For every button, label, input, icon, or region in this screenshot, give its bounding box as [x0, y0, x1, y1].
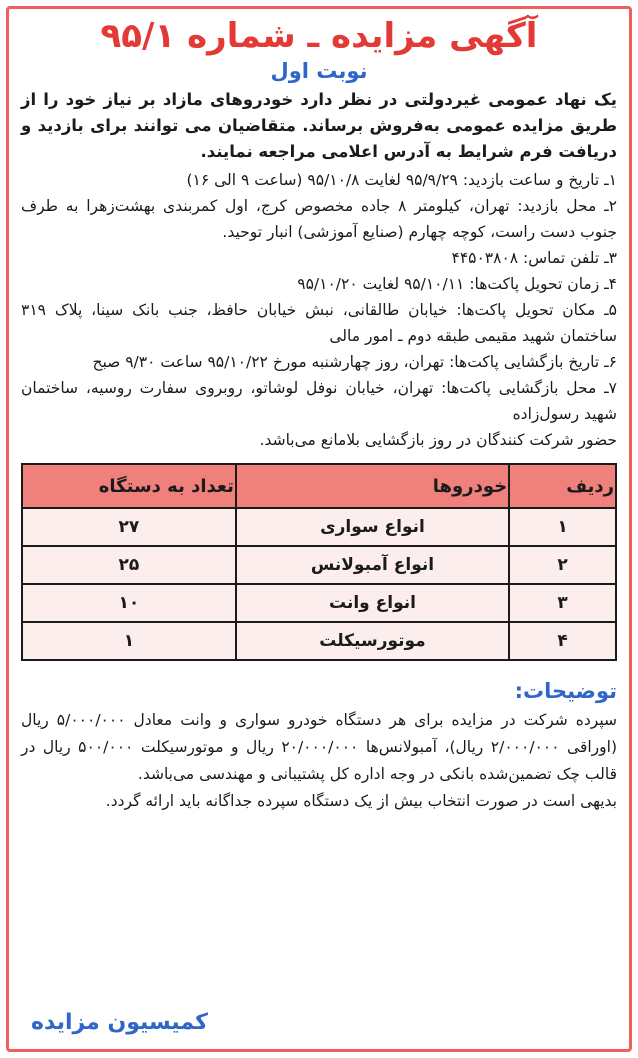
table-header-row: [22, 464, 616, 508]
table-row: [22, 584, 616, 622]
item-visit-location: ۲ـ محل بازدید: تهران، کیلومتر ۸ جاده مخصوص کرج، اول کمربندی بهشت‌زهرا به طرف جنوب دست راست، کوچه چهارم (صنایع آموزشی) انبار توحید.: [21, 197, 617, 241]
header-row-number: ردیف: [509, 464, 616, 508]
header-vehicles: خودروها: [236, 464, 509, 508]
item-visit-date: ۱ـ تاریخ و ساعت بازدید: ۹۵/۹/۲۹ لغایت ۹۵/۱۰/۸ (ساعت ۹ الی ۱۶): [186, 171, 617, 189]
vehicle-count: ۲۵: [22, 546, 236, 584]
table-row: [22, 508, 616, 546]
item-delivery-time: ۴ـ زمان تحویل پاکت‌ها: ۹۵/۱۰/۱۱ لغایت ۹۵/۱۰/۲۰: [297, 275, 617, 293]
item-attendance-note: حضور شرکت کنندگان در روز بازگشایی بلامانع می‌باشد.: [259, 431, 617, 449]
vehicle-type: انواع وانت: [236, 584, 509, 622]
table-row: [22, 546, 616, 584]
item-opening-place: ۷ـ محل بازگشایی پاکت‌ها: تهران، خیابان نوفل لوشاتو، روبروی سفارت روسیه، ساختمان شهید رسول‌زاده: [21, 379, 617, 423]
ad-title: آگهی مزایده ـ شماره ۹۵/۱: [100, 16, 538, 56]
header-count: تعداد به دستگاه: [22, 464, 236, 508]
ad-frame: [6, 6, 632, 1052]
vehicle-count: ۱۰: [22, 584, 236, 622]
vehicles-table: [21, 463, 617, 661]
row-number: ۴: [509, 622, 616, 660]
vehicle-count: ۲۷: [22, 508, 236, 546]
signature: کمیسیون مزایده: [31, 1010, 208, 1035]
ad-subtitle: نوبت اول: [270, 59, 368, 83]
item-opening-date: ۶ـ تاریخ بازگشایی پاکت‌ها: تهران، روز چهارشنبه مورخ ۹۵/۱۰/۲۲ ساعت ۹/۳۰ صبح: [92, 353, 617, 371]
item-phone: ۳ـ تلفن تماس: ۴۴۵۰۳۸۰۸: [451, 249, 617, 267]
note-separate-deposit: بدیهی است در صورت انتخاب بیش از یک دستگاه سپرده جداگانه باید ارائه گردد.: [105, 792, 617, 810]
row-number: ۳: [509, 584, 616, 622]
vehicle-type: انواع آمبولانس: [236, 546, 509, 584]
row-number: ۲: [509, 546, 616, 584]
table-row: [22, 622, 616, 660]
vehicle-type: موتورسیکلت: [236, 622, 509, 660]
item-delivery-place: ۵ـ مکان تحویل پاکت‌ها: خیابان طالقانی، نبش خیابان حافظ، جنب بانک سینا، پلاک ۳۱۹ ساختمان شهید مقیمی طبقه دوم ـ امور مالی: [21, 301, 617, 345]
intro-paragraph: یک نهاد عمومی غیردولتی در نظر دارد خودروهای مازاد بر نیاز خود را از طریق مزایده عمومی به‌فروش برساند. متقاضیان می توانند برای بازدید و دریافت فرم شرایط به آدرس اعلامی مراجعه نمایند.: [21, 90, 617, 161]
notes-heading: توضیحات:: [514, 679, 617, 703]
vehicle-type: انواع سواری: [236, 508, 509, 546]
row-number: ۱: [509, 508, 616, 546]
note-deposit: سپرده شرکت در مزایده برای هر دستگاه خودرو سواری و وانت معادل ۵/۰۰۰/۰۰۰ ریال (اوراقی ۲/۰۰۰/۰۰۰ ریال)، آمبولانس‌ها ۲۰/۰۰۰/۰۰۰ ریال و موتورسیکلت ۵۰۰/۰۰۰ ریال در قالب چک تضمین‌شده بانکی در وجه اداره کل پشتیبانی و مهندسی می‌باشد.: [21, 711, 617, 783]
vehicle-count: ۱: [22, 622, 236, 660]
